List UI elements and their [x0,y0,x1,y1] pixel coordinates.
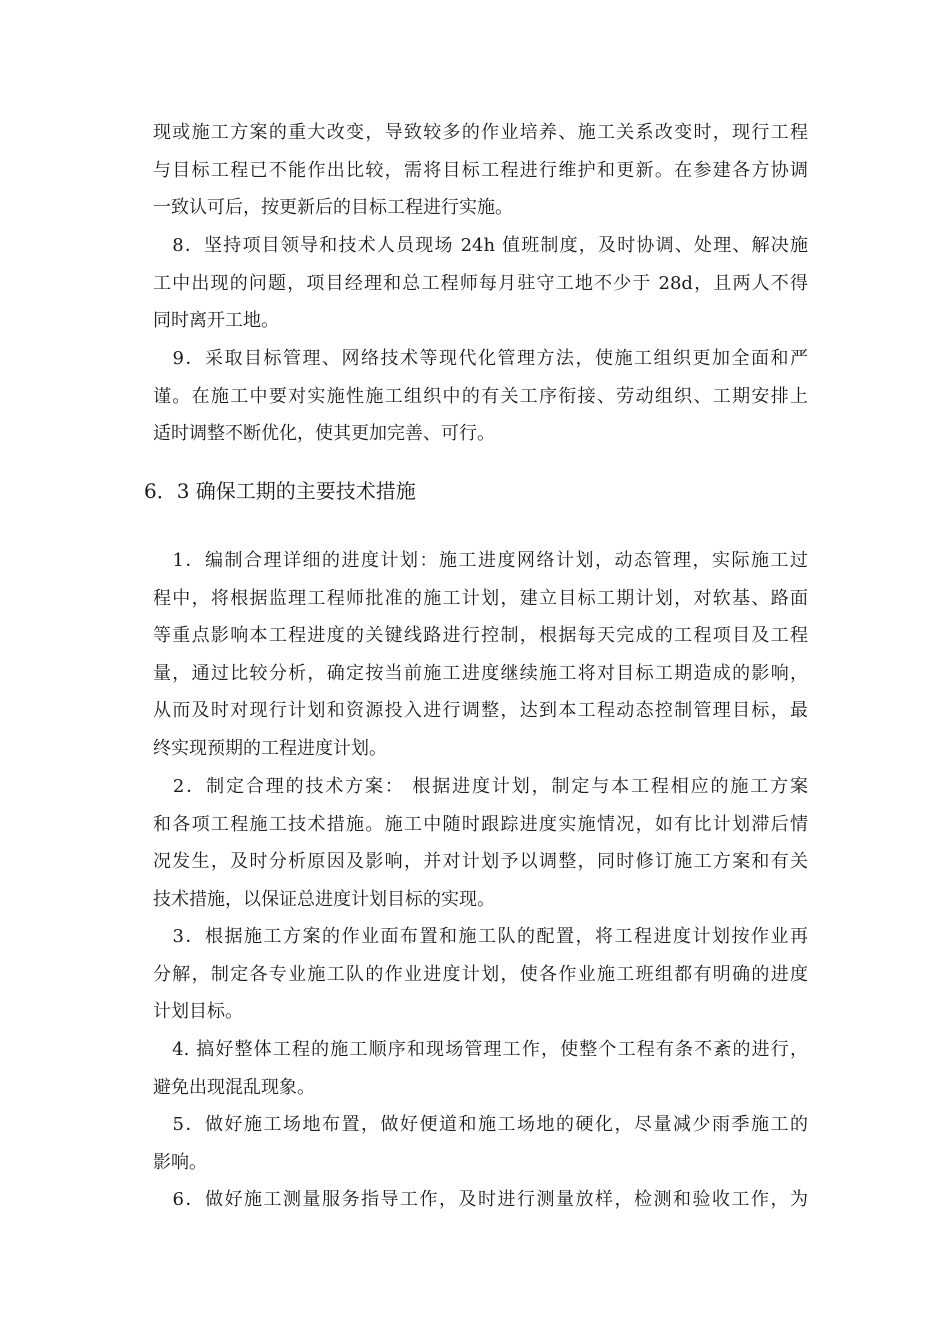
text-line: 况发生，及时分析原因及影响，并对计划予以调整，同时修订施工方案和有关 [153,851,808,873]
paragraph-item-2 [153,768,808,918]
text-line: 量，通过比较分析，确定按当前施工进度继续施工将对目标工期造成的影响， [153,662,808,684]
text-line: 终实现预期的工程进度计划。 [153,737,387,759]
text-line: 9．采取目标管理、网络技术等现代化管理方法，使施工组织更加全面和严 [153,348,808,369]
paragraph-item-4 [153,1031,808,1106]
text-line: 2．制定合理的技术方案： 根据进度计划，制定与本工程相应的施工方案 [153,776,808,797]
paragraph-item-9 [153,340,808,453]
text-line: 适时调整不断优化，使其更加完善、可行。 [153,423,495,445]
paragraph-item-3 [153,918,808,1031]
text-line: 避免出现混乱现象。 [153,1076,315,1098]
text-line: 3．根据施工方案的作业面布置和施工队的配置，将工程进度计划按作业再 [153,926,808,947]
text-line: 现或施工方案的重大改变，导致较多的作业培养、施工关系改变时，现行工程 [153,122,808,143]
text-line: 6．做好施工测量服务指导工作，及时进行测量放样，检测和验收工作，为 [153,1189,808,1210]
paragraph-continued [153,114,808,227]
text-line: 从而及时对现行计划和资源投入进行调整，达到本工程动态控制管理目标，最 [153,700,808,722]
text-line: 影响。 [153,1151,207,1173]
section-heading: 6．3 确保工期的主要技术措施 [144,479,416,503]
text-line: 谨。在施工中要对实施性施工组织中的有关工序衔接、劳动组织、工期安排上 [153,385,808,407]
text-line: 8．坚持项目领导和技术人员现场 24h 值班制度，及时协调、处理、解决施 [153,235,808,256]
paragraph-item-1 [153,542,808,768]
text-line: 和各项工程施工技术措施。施工中随时跟踪进度实施情况，如有比计划滞后情 [153,813,808,835]
text-line: 1．编制合理详细的进度计划：施工进度网络计划，动态管理，实际施工过 [153,550,808,571]
text-line: 计划目标。 [153,1001,243,1023]
paragraph-item-6 [153,1181,808,1219]
text-line: 分解，制定各专业施工队的作业进度计划，使各作业施工班组都有明确的进度 [153,963,808,985]
text-line: 5．做好施工场地布置，做好便道和施工场地的硬化，尽量减少雨季施工的 [153,1114,808,1135]
text-line: 一致认可后，按更新后的目标工程进行实施。 [153,197,513,219]
paragraph-item-5 [153,1106,808,1181]
text-line: 4. 搞好整体工程的施工顺序和现场管理工作，使整个工程有条不紊的进行， [153,1039,808,1060]
text-line: 技术措施，以保证总进度计划目标的实现。 [153,888,495,910]
text-line: 工中出现的问题，项目经理和总工程师每月驻守工地不少于 28d，且两人不得 [153,272,808,294]
text-line: 等重点影响本工程进度的关键线路进行控制，根据每天完成的工程项目及工程 [153,625,808,647]
text-line: 同时离开工地。 [153,310,279,332]
text-line: 与目标工程已不能作出比较，需将目标工程进行维护和更新。在参建各方协调 [153,159,808,181]
text-line: 程中，将根据监理工程师批准的施工计划，建立目标工期计划，对软基、路面 [153,587,808,609]
paragraph-item-8 [153,227,808,340]
